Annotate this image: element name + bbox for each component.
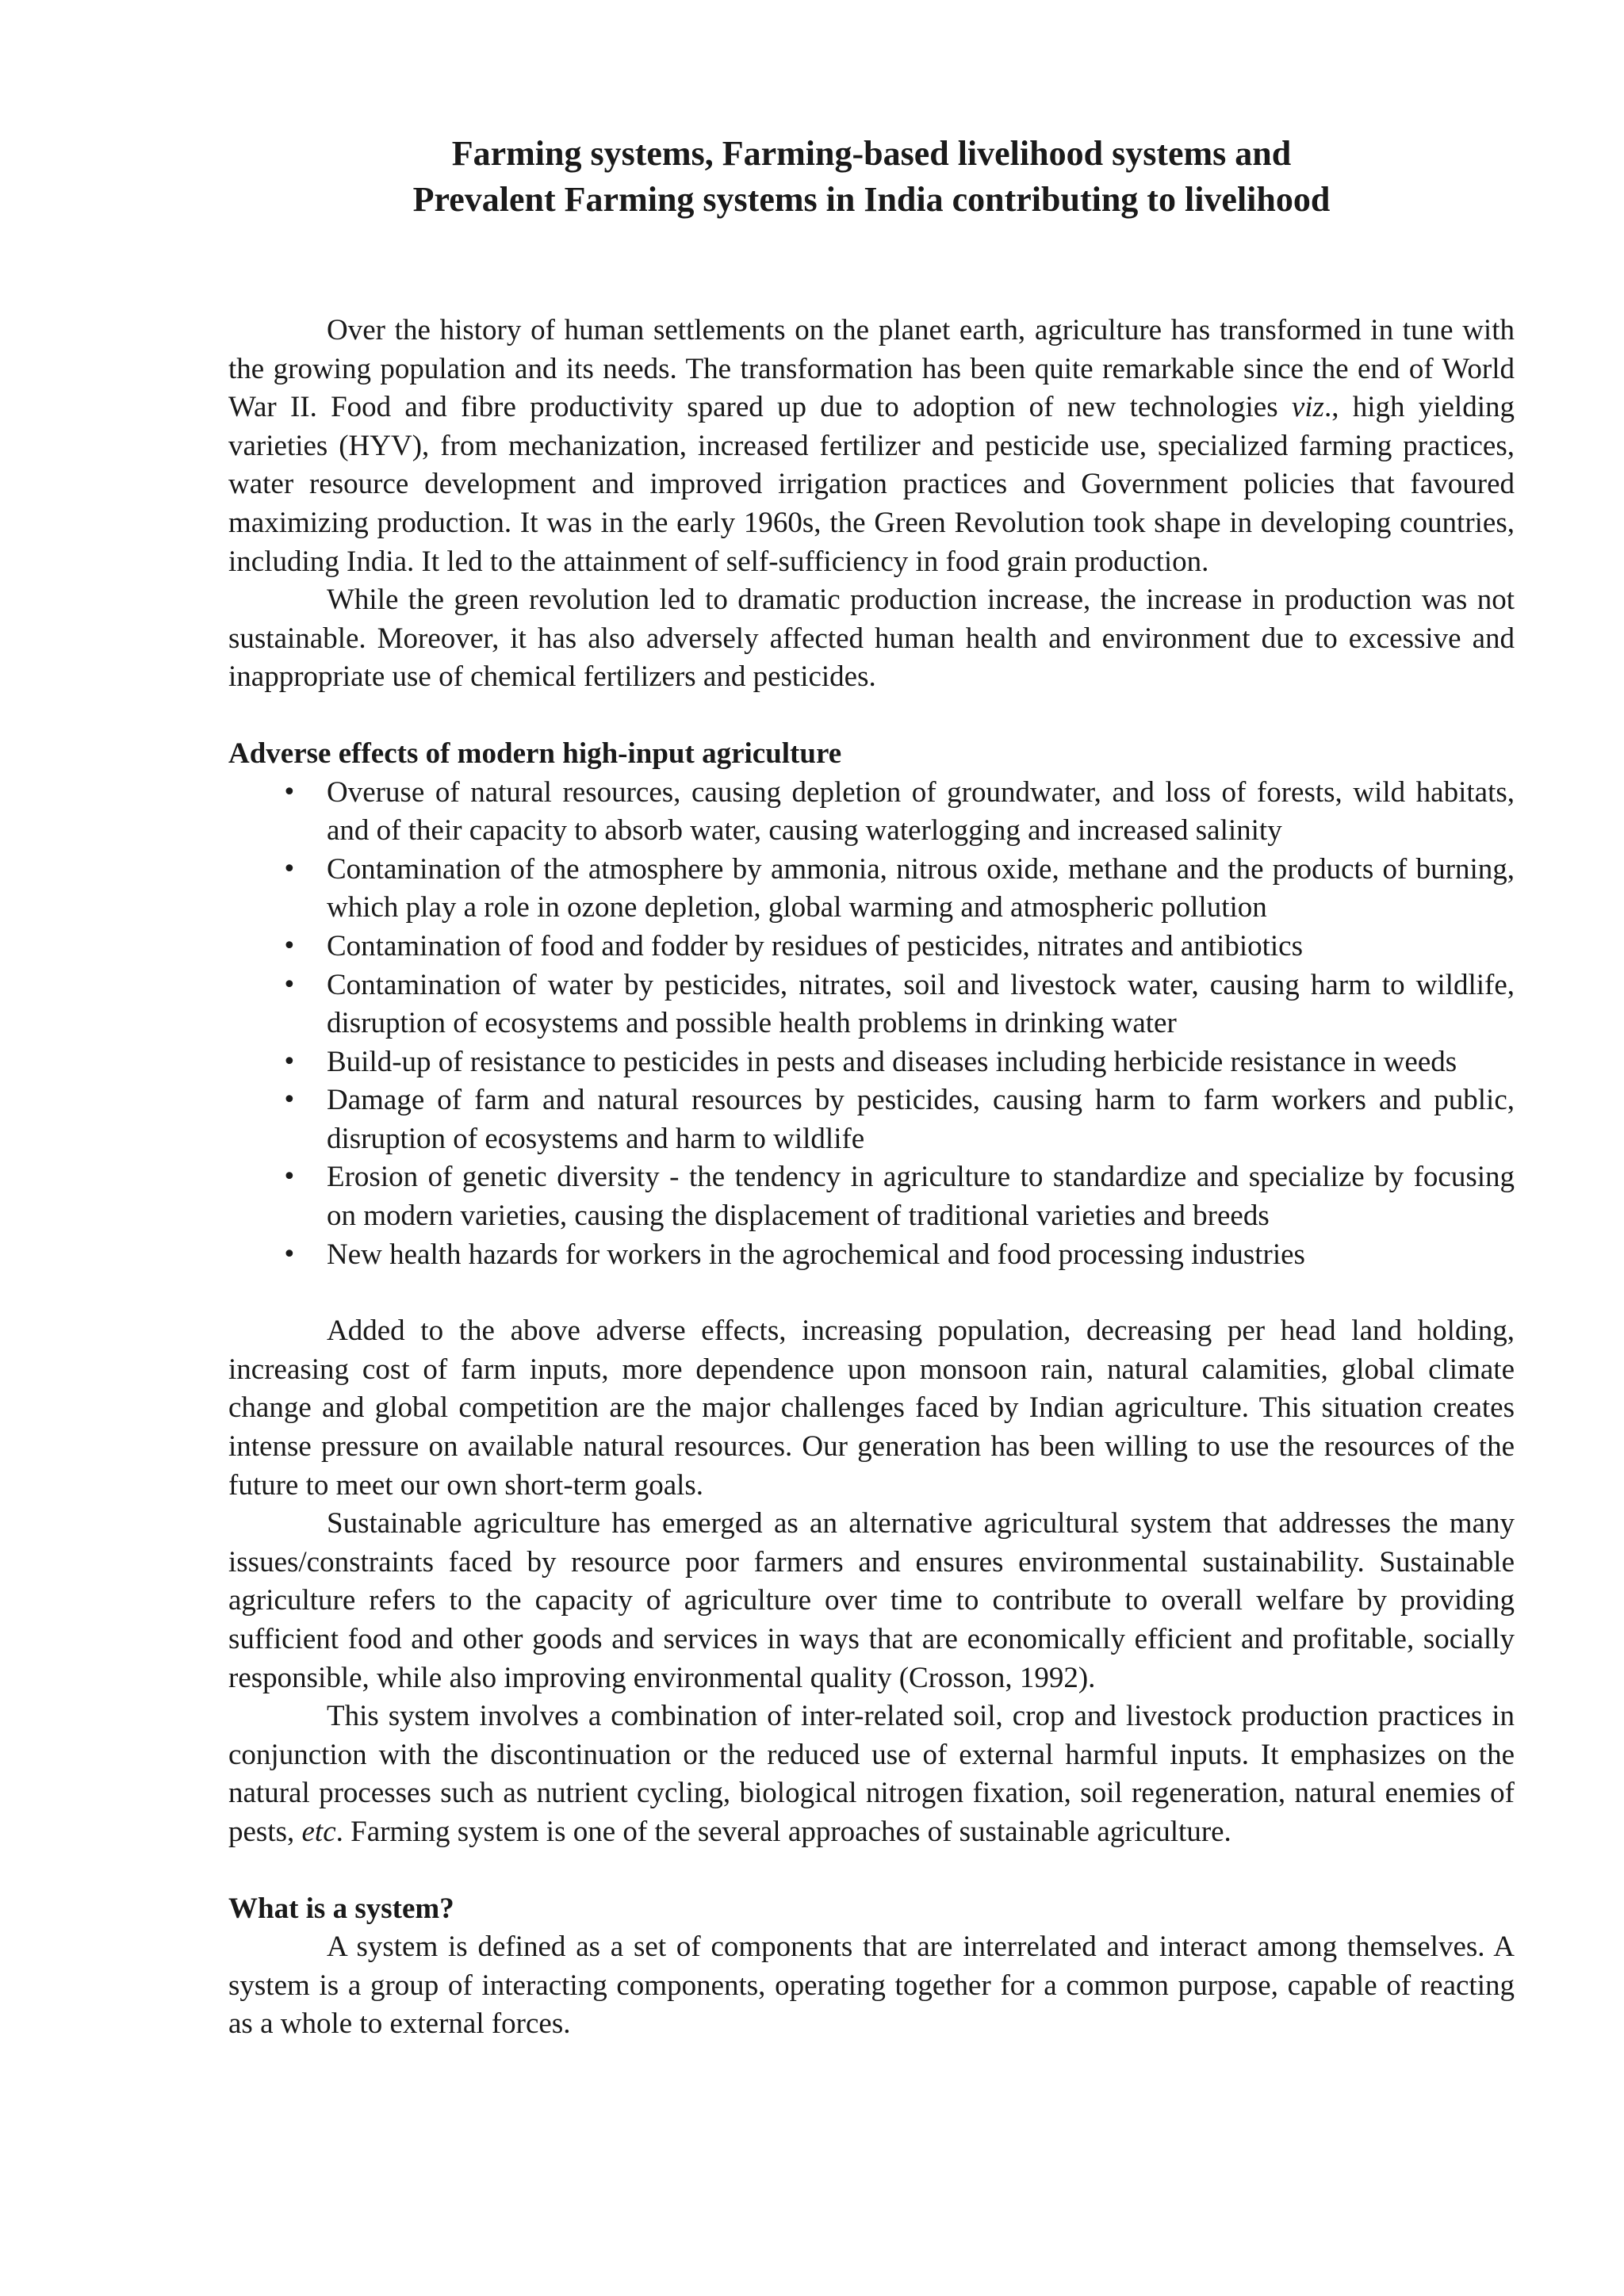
sustain-p3-text-a: This system involves a combination of inter-related soil, crop and livestock production practices in conjunction with the discontinuation or the reduced use of external harmful inputs. It emphasizes on the natural processes such as nutrient cycling, biological nitrogen fixation, soil regeneration, natural enemies of pests, — [228, 1700, 1515, 1848]
intro-p1-text-b: ., high yielding varieties (HYV), from mechanization, increased fertilizer and pesticide use, specialized farming practices, water resource development and improved irrigation practices and Government policies that favoured maximizing production. It was in the early 1960s, the Green Revolution took shape in developing countries, including India. It led to the attainment of self-sufficiency in food grain production. — [228, 391, 1515, 578]
list-item-text: Overuse of natural resources, causing depletion of groundwater, and loss of forests, wild habitats, and of their capacity to absorb water, causing waterlogging and increased salinity — [327, 775, 1515, 848]
intro-p1-viz: viz — [1291, 391, 1324, 424]
bullet-icon: • — [282, 1240, 297, 1269]
sustain-paragraph-2: Sustainable agriculture has emerged as an alternative agricultural system that addresses the many issues/constraints faced by resource poor farmers and ensures environmental sustainability. Sustainable agriculture refers to the capacity of agriculture over time to contribute to overall welfare by providing sufficient food and other goods and services in ways that are economically efficient and profitable, socially responsible, while also improving environmental quality (Crosson, 1992). — [228, 1507, 1515, 1694]
bullet-icon: • — [282, 1047, 297, 1076]
intro-paragraph-2: While the green revolution led to dramatic production increase, the increase in production was not sustainable. Moreover, it has also adversely affected human health and environment due to excessive and inappropriate use of chemical fertilizers and pesticides. — [228, 584, 1515, 694]
document-page — [228, 131, 1515, 2044]
list-item-text: New health hazards for workers in the agrochemical and food processing industries — [327, 1238, 1305, 1271]
bullet-icon: • — [282, 932, 297, 960]
bullet-icon: • — [282, 970, 297, 999]
list-item — [228, 1158, 1515, 1235]
list-item-text: Erosion of genetic diversity - the tendency in agriculture to standardize and specialize by focusing on modern varieties, causing the displacement of traditional varieties and breeds — [327, 1161, 1515, 1233]
spacer — [228, 1274, 1515, 1312]
list-item — [228, 928, 1515, 966]
list-item — [228, 966, 1515, 1043]
system-paragraph-1: A system is defined as a set of components that are interrelated and interact among themselves. A system is a group of interacting components, operating together for a common purpose, capable of reacting as a whole to external forces. — [228, 1931, 1515, 2041]
bullet-icon: • — [282, 1163, 297, 1192]
list-item — [228, 774, 1515, 851]
bullet-icon: • — [282, 1086, 297, 1115]
bullet-icon: • — [282, 778, 297, 806]
list-item — [228, 851, 1515, 928]
list-item-text: Contamination of water by pesticides, nitrates, soil and livestock water, causing harm to wildlife, disruption of ecosystems and possible health problems in drinking water — [327, 968, 1515, 1040]
list-item — [228, 1043, 1515, 1082]
intro-p1-text-a: Over the history of human settlements on the planet earth, agriculture has transformed in tune with the growing population and its needs. The transformation has been quite remarkable since the end of World War II. Food and fibre productivity spared up due to adoption of new technologies — [228, 314, 1515, 424]
spacer — [228, 697, 1515, 735]
adverse-effects-list — [228, 774, 1515, 1275]
list-item-text: Build-up of resistance to pesticides in pests and diseases including herbicide resistance in weeds — [327, 1045, 1457, 1078]
list-item — [228, 1081, 1515, 1158]
what-is-system-heading: What is a system? — [228, 1892, 454, 1925]
spacer — [228, 1852, 1515, 1890]
list-item — [228, 1236, 1515, 1275]
adverse-effects-heading: Adverse effects of modern high-input agriculture — [228, 737, 842, 770]
list-item-text: Damage of farm and natural resources by pesticides, causing harm to farm workers and public, disruption of ecosystems and harm to wildlife — [327, 1084, 1515, 1155]
title-line-1: Farming systems, Farming-based livelihood systems and — [451, 134, 1292, 173]
sustain-paragraph-3 — [228, 1697, 1515, 1851]
sustain-p3-text-b: . Farming system is one of the several approaches of sustainable agriculture. — [335, 1815, 1231, 1848]
intro-paragraph-1 — [228, 312, 1515, 581]
page-title — [228, 131, 1515, 223]
title-line-2: Prevalent Farming systems in India contributing to livelihood — [412, 180, 1331, 219]
list-item-text: Contamination of the atmosphere by ammonia, nitrous oxide, methane and the products of burning, which play a role in ozone depletion, global warming and atmospheric pollution — [327, 852, 1515, 924]
list-item-text: Contamination of food and fodder by residues of pesticides, nitrates and antibiotics — [327, 929, 1303, 962]
bullet-icon: • — [282, 855, 297, 883]
sustain-paragraph-1: Added to the above adverse effects, increasing population, decreasing per head land holding, increasing cost of farm inputs, more dependence upon monsoon rain, natural calamities, global climate change and global competition are the major challenges faced by Indian agriculture. This situation creates intense pressure on available natural resources. Our generation has been willing to use the resources of the future to meet our own short-term goals. — [228, 1314, 1515, 1502]
sustain-p3-etc: etc — [301, 1815, 336, 1848]
